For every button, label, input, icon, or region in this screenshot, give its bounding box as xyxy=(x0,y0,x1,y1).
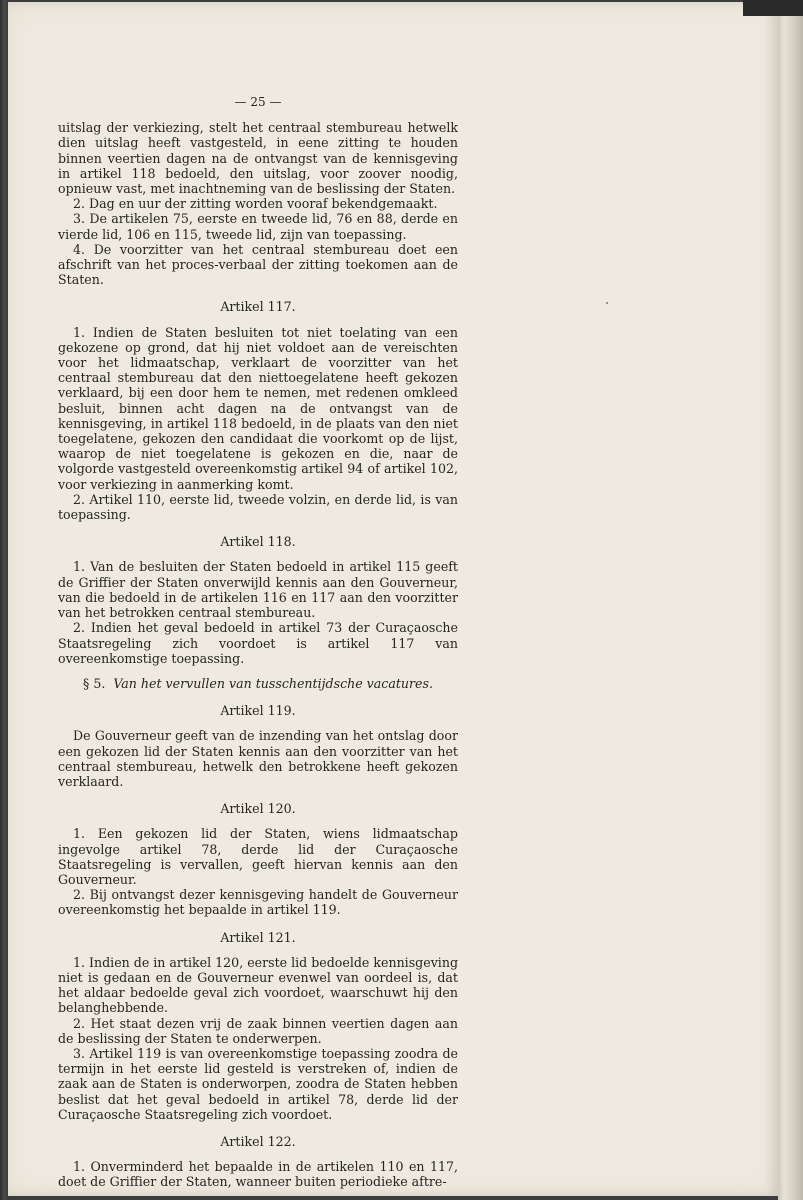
paragraph: 2. Bij ontvangst dezer kennisgeving handelt de Gouverneur overeenkomstig het bepaalde in artikel 119. xyxy=(58,887,458,918)
article-heading: Artikel 119. xyxy=(220,703,296,719)
article-heading: Artikel 118. xyxy=(220,534,296,550)
section-heading xyxy=(58,676,458,691)
paragraph: 1. Indien de Staten besluiten tot niet toelating van een gekozene op grond, dat hij niet voldoet aan de vereischten voor het lidmaatschap, verklaart de voorzitter van het centraal stembureau dat den niettoegelatene heeft gekozen verklaard, bij een door hem te nemen, met redenen omkleed besluit, binnen acht dagen na de ontvangst van de kennisgeving, in artikel 118 bedoeld, in de plaats van den niet toegelatene, gekozen den candidaat die voorkomt op de lijst, waarop de niet toegelatene is gekozen en die, naar de volgorde vastgesteld overeenkomstig artikel 94 of artikel 102, voor verkiezing in aanmerking komt. xyxy=(58,324,458,492)
article-heading: Artikel 117. xyxy=(220,299,296,315)
document-text xyxy=(58,95,458,1190)
paragraph: uitslag der verkiezing, stelt het centraal stembureau hetwelk dien uitslag heeft vastgesteld, in eene zitting te houden binnen veertien dagen na de ontvangst van de kennisgeving in artikel 118 bedoeld, den uitslag, voor zoover noodig, opnieuw vast, met inachtneming van de beslissing der Staten. xyxy=(58,120,458,197)
section-number: § 5. xyxy=(83,675,106,691)
paragraph: 1. Een gekozen lid der Staten, wiens lidmaatschap ingevolge artikel 78, derde lid der Curaçaosche Staatsregeling is vervallen, geeft hiervan kennis aan den Gouverneur. xyxy=(58,826,458,887)
paragraph: De Gouverneur geeft van de inzending van het ontslag door een gekozen lid der Staten kennis aan den voorzitter van het centraal stembureau, hetwelk den betrokkene heeft gekozen verklaard. xyxy=(58,728,458,789)
page-number: — 25 — xyxy=(234,95,282,109)
paragraph: 4. De voorzitter van het centraal stembureau doet een afschrift van het proces-verbaal der zitting toekomen aan de Staten. xyxy=(58,241,458,288)
paragraph: 2. Indien het geval bedoeld in artikel 73 der Curaçaosche Staatsregeling zich voordoet is artikel 117 van overeenkomstige toepassing. xyxy=(58,620,458,666)
paragraph: 1. Onverminderd het bepaalde in de artikelen 110 en 117, doet de Griffier der Staten, wanneer buiten periodieke aftre- xyxy=(58,1159,458,1190)
paragraph: 1. Indien de in artikel 120, eerste lid bedoelde kennisgeving niet is gedaan en de Gouverneur evenwel van oordeel is, dat het aldaar bedoelde geval zich voordoet, waarschuwt hij den belanghebbende. xyxy=(58,954,459,1016)
paragraph: 3. De artikelen 75, eerste en tweede lid, 76 en 88, derde en vierde lid, 106 en 115, tweede lid, zijn van toepassing. xyxy=(58,211,458,242)
paragraph: 2. Artikel 110, eerste lid, tweede volzin, en derde lid, is van toepassing. xyxy=(58,491,458,523)
section-title: Van het vervullen van tusschentijdsche vacatures. xyxy=(113,675,433,691)
adjacent-page-edge xyxy=(778,0,803,1200)
paragraph: 2. Het staat dezen vrij de zaak binnen veertien dagen aan de beslissing der Staten te onderwerpen. xyxy=(58,1015,458,1046)
speck xyxy=(606,302,608,304)
article-heading: Artikel 120. xyxy=(220,801,296,817)
article-heading: Artikel 122. xyxy=(220,1133,296,1149)
paragraph: 2. Dag en uur der zitting worden vooraf bekendgemaakt. xyxy=(73,196,438,212)
paragraph: 3. Artikel 119 is van overeenkomstige toepassing zoodra de termijn in het eerste lid gesteld is verstreken of, indien de zaak aan de Staten is onderworpen, zoodra de Staten hebben beslist dat het geval bedoeld in artikel 78, derde lid der Curaçaosche Staatsregeling zich voordoet. xyxy=(58,1045,458,1122)
paragraph: 1. Van de besluiten der Staten bedoeld in artikel 115 geeft de Griffier der Staten onverwijld kennis aan den Gouverneur, van die bedoeld in de artikelen 116 en 117 aan den voorzitter van het betrokken centraal stembureau. xyxy=(58,559,458,621)
article-heading: Artikel 121. xyxy=(220,929,296,945)
scan-background-corner xyxy=(743,0,803,16)
